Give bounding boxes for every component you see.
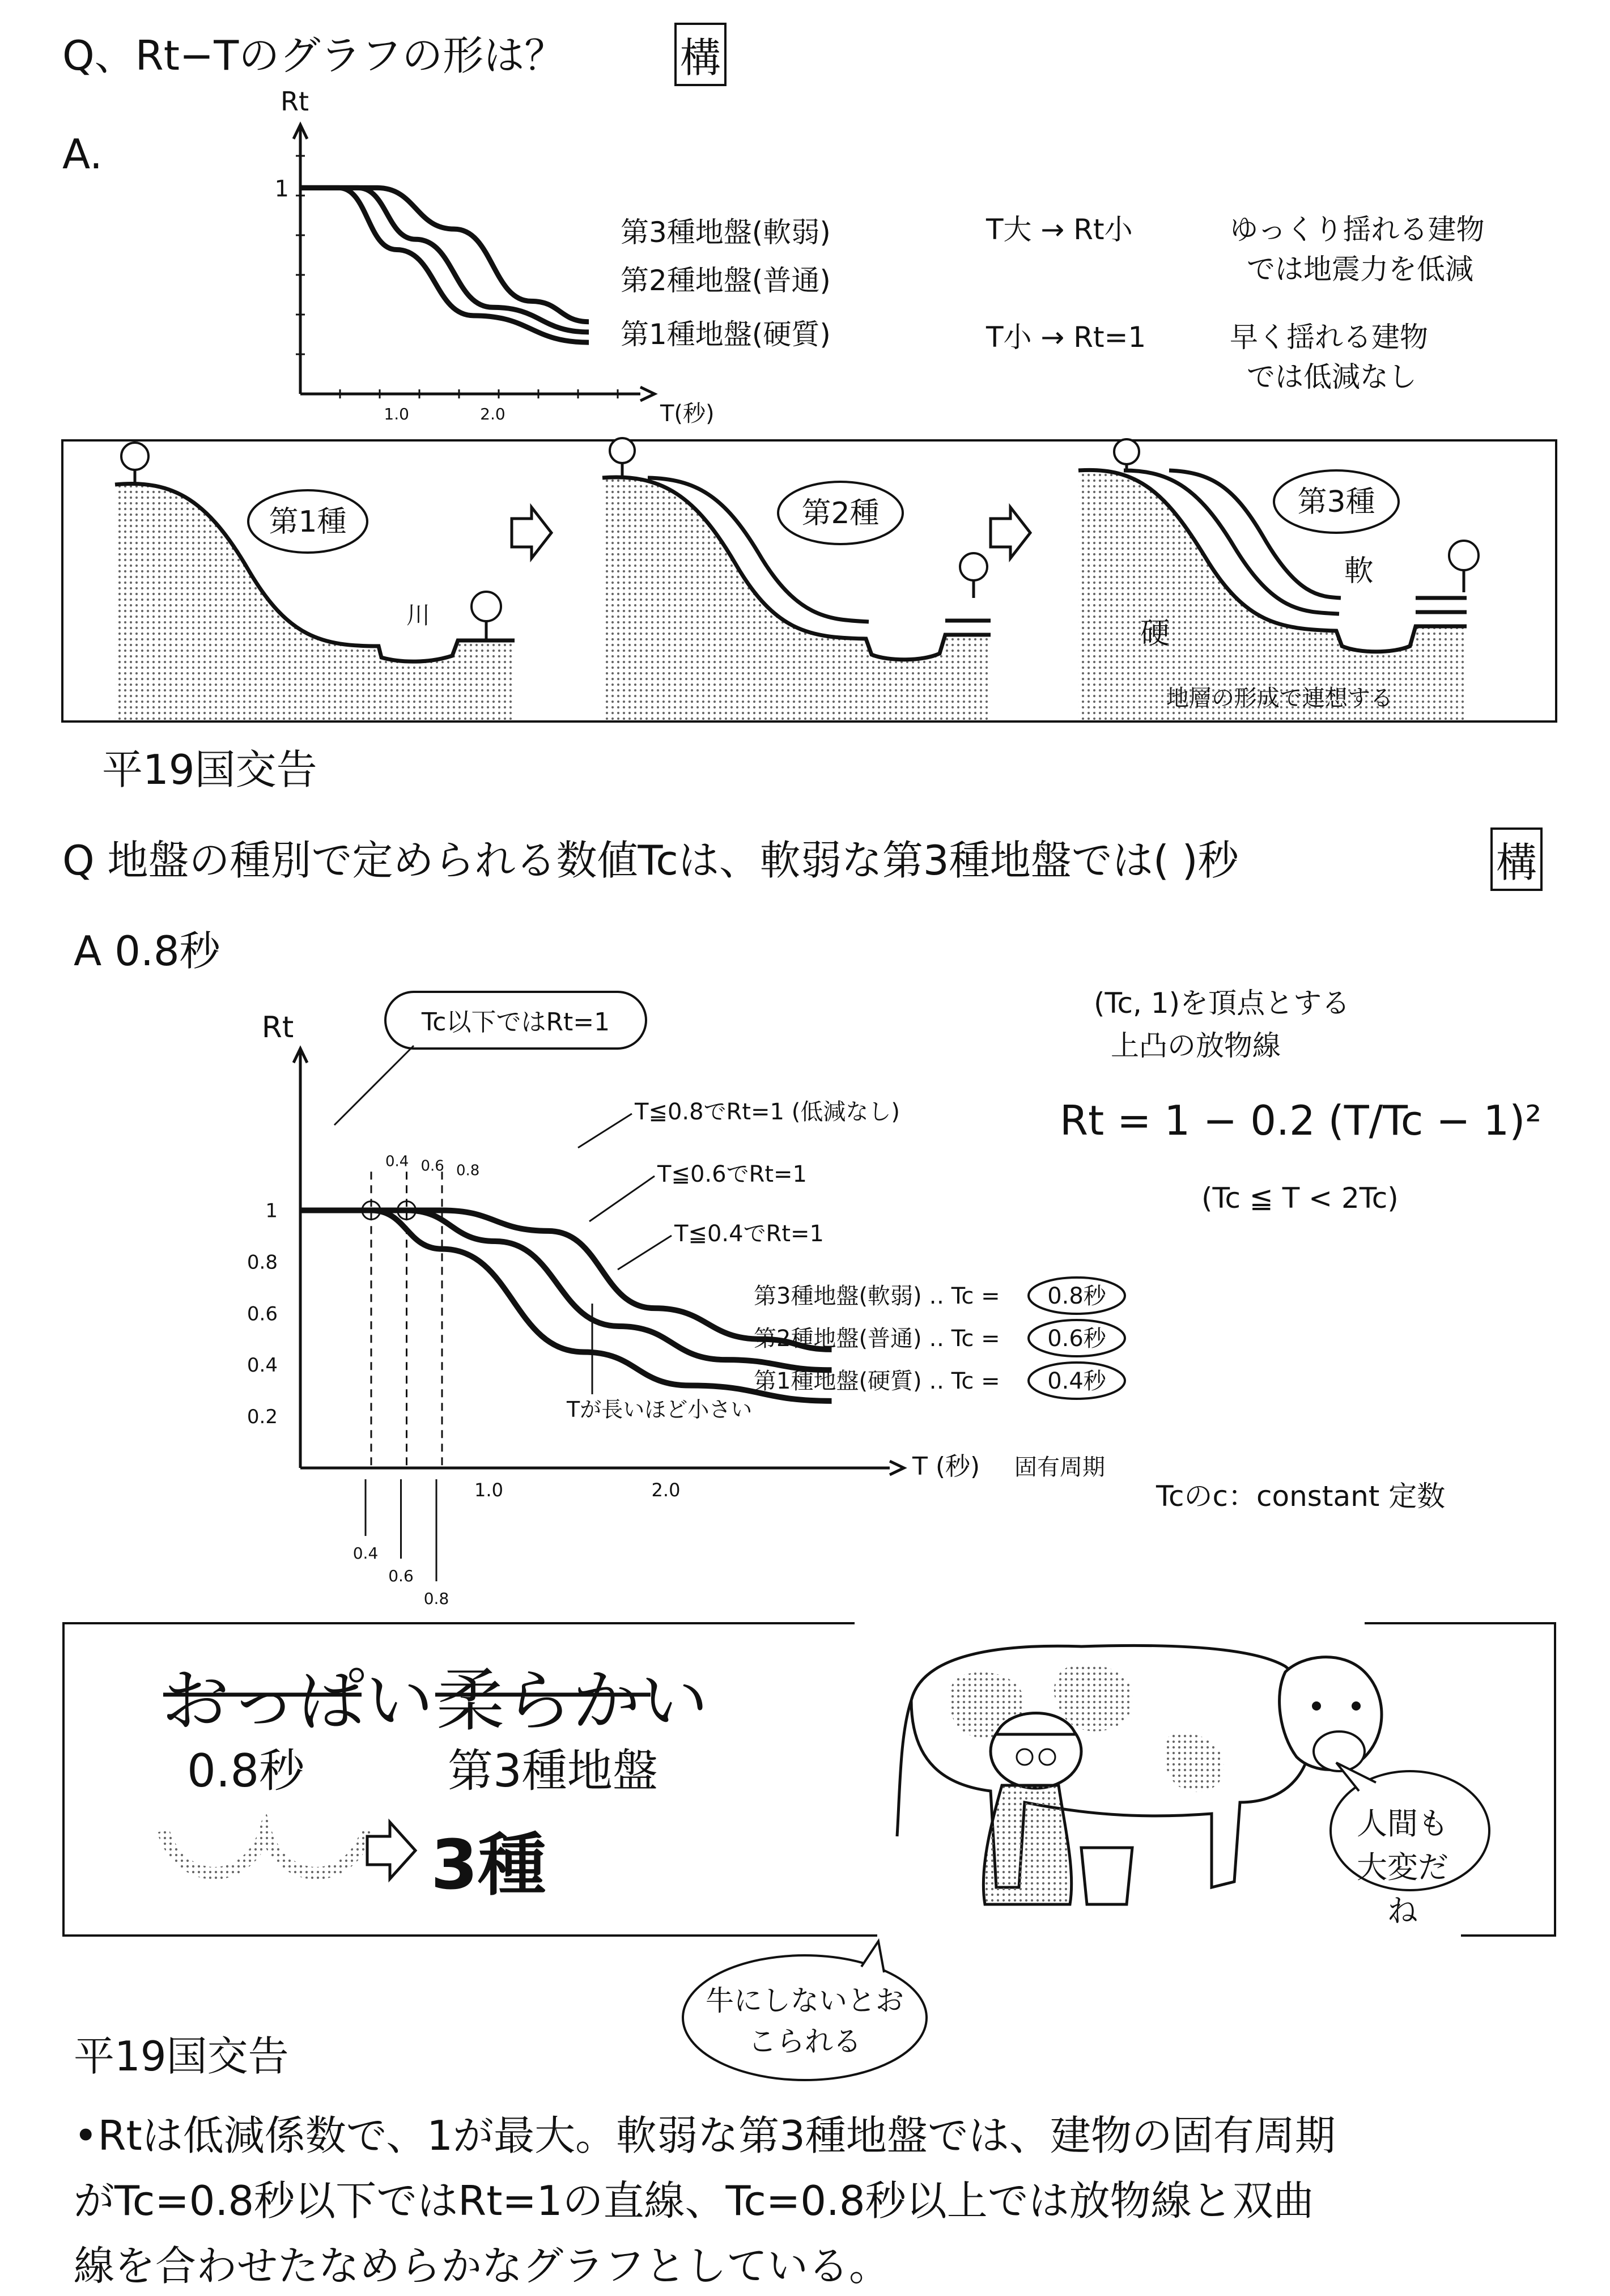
soil-illustration bbox=[61, 439, 1557, 723]
illustration-caption: 地層の形成で連想する bbox=[1166, 685, 1393, 711]
annotation-2: T≦0.6でRt=1 bbox=[657, 1161, 808, 1187]
bubble-pointer bbox=[334, 1046, 414, 1125]
tc-value: 0.6秒 bbox=[1047, 1326, 1106, 1352]
soft-label: 軟 bbox=[1344, 554, 1374, 588]
curve-icon bbox=[163, 1831, 367, 1873]
series-line bbox=[300, 188, 589, 332]
summary-line3: 線を合わせたなめらかなグラフとしている。 bbox=[74, 2242, 890, 2290]
y-tick-label: 0.8 bbox=[247, 1251, 278, 1274]
bottom-marker-label: 0.8 bbox=[423, 1589, 449, 1608]
cow-speech-text: 人間も大変だね bbox=[1357, 1806, 1448, 1929]
x-tick-label: 2.0 bbox=[480, 405, 505, 423]
girl-speech-text: 牛にしないとおこられる bbox=[706, 1984, 904, 2058]
q1-note2-line3: では低減なし bbox=[1247, 360, 1417, 393]
annotation-longer: Tが長いほど小さい bbox=[567, 1397, 753, 1422]
tc-value: 0.4秒 bbox=[1047, 1368, 1106, 1394]
q1-tag: 構 bbox=[674, 23, 727, 86]
q2-question: Q 地盤の種別で定められる数値Tcは、軟弱な第3種地盤では( )秒 bbox=[62, 837, 1239, 884]
arrow-right-icon bbox=[367, 1822, 415, 1879]
x-tick-label: 1.0 bbox=[384, 405, 409, 423]
annotation-3: T≦0.8でRt=1 (低減なし) bbox=[635, 1099, 900, 1125]
q1-question: Q、Rt−Tのグラフの形は？ bbox=[62, 32, 566, 79]
ref1: 平19国交告 bbox=[102, 746, 317, 793]
tc-value: 0.8秒 bbox=[1047, 1283, 1106, 1309]
q2-chart bbox=[227, 986, 1247, 1610]
cow-illustration bbox=[897, 1645, 1382, 1887]
y-tick-label: 0.4 bbox=[247, 1354, 278, 1377]
river-label: 川 bbox=[406, 601, 431, 629]
q2-answer: A 0.8秒 bbox=[74, 927, 220, 975]
label1-text: 第1種 bbox=[269, 505, 347, 539]
formula: Rt = 1 − 0.2 (T/Tc − 1)² bbox=[1060, 1097, 1542, 1144]
mnemonic-result: 3種 bbox=[431, 1826, 546, 1905]
mnemonic-val2: 第3種地盤 bbox=[448, 1745, 658, 1797]
q1-series-label: 第3種地盤(軟弱) bbox=[621, 216, 831, 249]
mnemonic-val1: 0.8秒 bbox=[187, 1745, 305, 1797]
tc-bubble-text: Tc以下ではRt=1 bbox=[421, 1008, 610, 1037]
y-axis-label: Rt bbox=[261, 1011, 294, 1045]
y-axis-label: Rt bbox=[281, 86, 309, 117]
formula-range: (Tc ≦ T < 2Tc) bbox=[1201, 1182, 1399, 1215]
label2-text: 第2種 bbox=[801, 496, 880, 531]
q1-series-label: 第1種地盤(硬質) bbox=[621, 318, 831, 351]
bottom-marker-label: 0.4 bbox=[352, 1544, 379, 1563]
q1-note2-line1: T小 → Rt=1 bbox=[986, 321, 1146, 354]
q2-series-label: 第3種地盤(軟弱) ‥ Tc = bbox=[754, 1283, 1000, 1309]
q2-tag: 構 bbox=[1490, 827, 1543, 891]
hard-label: 硬 bbox=[1140, 617, 1170, 651]
annotation-3-pointer bbox=[578, 1114, 632, 1148]
summary-line2: がTc=0.8秒以下ではRt=1の直線、Tc=0.8秒以上では放物線と双曲 bbox=[74, 2177, 1314, 2225]
annotation-1: T≦0.4でRt=1 bbox=[674, 1221, 825, 1247]
x-axis-arrow-icon bbox=[640, 387, 655, 401]
mnemonic-word1: おっぱい bbox=[162, 1662, 434, 1741]
x-tick-label: 2.0 bbox=[651, 1479, 681, 1501]
x-axis-label: T (秒) bbox=[912, 1452, 980, 1481]
y-tick-label: 1 bbox=[265, 1199, 278, 1223]
constant-note: Tcのc：constant 定数 bbox=[1156, 1480, 1446, 1513]
label3-text: 第3種 bbox=[1297, 485, 1375, 519]
x-tick-label: 1.0 bbox=[474, 1479, 503, 1501]
q2-series-label: 第2種地盤(普通) ‥ Tc = bbox=[754, 1326, 1000, 1352]
y-tick-label: 1 bbox=[274, 176, 289, 202]
q1-note1-line2: ゆっくり揺れる建物 bbox=[1230, 213, 1485, 246]
top-marker-label: 0.8 bbox=[456, 1162, 480, 1179]
mnemonic-word2: 柔らかい bbox=[436, 1662, 708, 1741]
q1-note1-line3: では地震力を低減 bbox=[1247, 253, 1473, 286]
q1-series-label: 第2種地盤(普通) bbox=[621, 264, 831, 297]
x-axis-note: 固有周期 bbox=[1014, 1454, 1105, 1480]
q2-series-label: 第1種地盤(硬質) ‥ Tc = bbox=[754, 1368, 1000, 1394]
x-axis-arrow-icon bbox=[890, 1461, 904, 1475]
q1-note1-line1: T大 → Rt小 bbox=[986, 213, 1133, 246]
annotation-2-pointer bbox=[589, 1176, 655, 1221]
y-tick-label: 0.2 bbox=[247, 1406, 278, 1429]
summary-line1: •Rtは低減係数で、1が最大。軟弱な第3種地盤では、建物の固有周期 bbox=[74, 2112, 1336, 2159]
q1-chart bbox=[249, 85, 715, 442]
annotation-1-pointer bbox=[618, 1236, 672, 1270]
top-marker-label: 0.6 bbox=[420, 1157, 444, 1175]
ref2: 平19国交告 bbox=[74, 2032, 289, 2080]
series-line bbox=[300, 188, 589, 342]
x-axis-label: T(秒) bbox=[660, 401, 715, 427]
top-marker-label: 0.4 bbox=[385, 1153, 409, 1170]
formula-note-line2: 上凸の放物線 bbox=[1111, 1029, 1281, 1062]
q1-note2-line2: 早く揺れる建物 bbox=[1230, 321, 1428, 354]
formula-note-line1: (Tc, 1)を頂点とする bbox=[1094, 987, 1350, 1020]
y-tick-label: 0.6 bbox=[247, 1302, 278, 1326]
bottom-marker-label: 0.6 bbox=[388, 1567, 414, 1585]
q1-answer-label: A. bbox=[62, 130, 103, 178]
